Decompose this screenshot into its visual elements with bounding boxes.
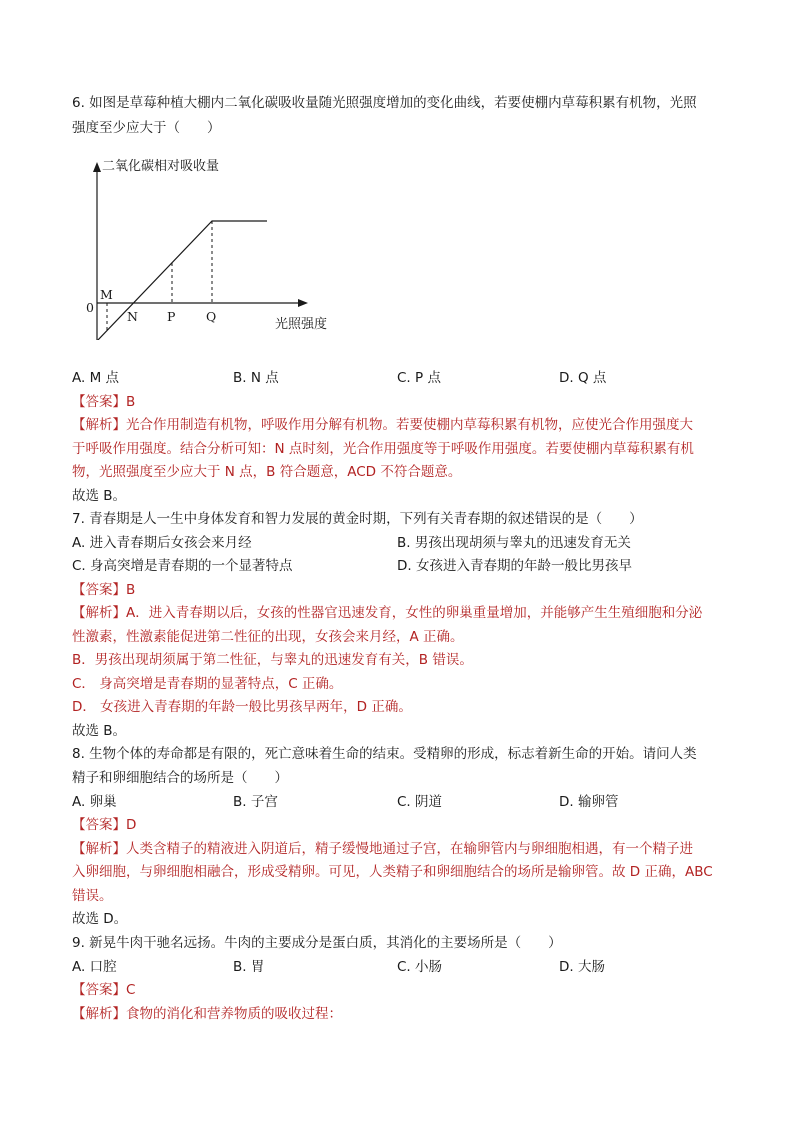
point-p-label: P xyxy=(167,309,176,324)
q6-analysis-line2: 于呼吸作用强度。结合分析可知：N 点时刻，光合作用强度等于呼吸作用强度。若要使棚内草莓积累有机 xyxy=(72,441,694,457)
q7-answer: 【答案】B xyxy=(72,582,136,598)
q9-option-d: D. 大肠 xyxy=(559,959,605,975)
q6-analysis-line1: 【解析】光合作用制造有机物，呼吸作用分解有机物。若要使棚内草莓积累有机物，应使光合作用强度大 xyxy=(72,417,693,433)
q6-graph xyxy=(80,150,380,340)
q7-stem: 7. 青春期是人一生中身体发育和智力发展的黄金时期，下列有关青春期的叙述错误的是（ ） xyxy=(72,511,643,527)
q6-option-b: B. N 点 xyxy=(233,370,279,386)
x-axis-label: 光照强度 xyxy=(275,317,328,332)
q8-analysis-line2: 入卵细胞，与卵细胞相融合，形成受精卵。可见，人类精子和卵细胞结合的场所是输卵管。故 D 正确，ABC xyxy=(72,864,713,880)
q7-analysis-line4: C． 身高突增是青春期的显著特点，C 正确。 xyxy=(72,676,343,692)
q8-stem-line2: 精子和卵细胞结合的场所是（ ） xyxy=(72,770,288,786)
q6-choose: 故选 B。 xyxy=(72,488,127,504)
q6-option-c: C. P 点 xyxy=(397,370,441,386)
q8-stem-line1: 8. 生物个体的寿命都是有限的，死亡意味着生命的结束。受精卵的形成，标志着新生命的开始。请问人类 xyxy=(72,746,697,762)
point-n-label: N xyxy=(127,309,138,324)
q8-analysis-line3: 错误。 xyxy=(72,888,113,904)
q7-analysis-line5: D． 女孩进入青春期的年龄一般比男孩早两年，D 正确。 xyxy=(72,699,412,715)
q8-option-d: D. 输卵管 xyxy=(559,794,619,810)
q7-option-d: D. 女孩进入青春期的年龄一般比男孩早 xyxy=(397,558,632,574)
q8-option-c: C. 阴道 xyxy=(397,794,443,810)
q8-choose: 故选 D。 xyxy=(72,911,128,927)
q7-option-a: A. 进入青春期后女孩会来月经 xyxy=(72,535,252,551)
q6-analysis-line3: 物，光照强度至少应大于 N 点，B 符合题意，ACD 不符合题意。 xyxy=(72,464,462,480)
q9-stem: 9. 新晃牛肉干驰名远扬。牛肉的主要成分是蛋白质，其消化的主要场所是（ ） xyxy=(72,935,562,951)
q8-answer: 【答案】D xyxy=(72,817,137,833)
q6-option-d: D. Q 点 xyxy=(559,370,607,386)
q6-option-a: A. M 点 xyxy=(72,370,120,386)
q7-analysis-line3: B．男孩出现胡须属于第二性征，与睾丸的迅速发育有关，B 错误。 xyxy=(72,652,473,668)
q7-choose: 故选 B。 xyxy=(72,723,127,739)
q9-answer: 【答案】C xyxy=(72,982,136,998)
q8-option-b: B. 子宫 xyxy=(233,794,278,810)
q6-stem-line1: 6. 如图是草莓种植大棚内二氧化碳吸收量随光照强度增加的变化曲线，若要使棚内草莓积累有机物，光照 xyxy=(72,95,697,111)
y-axis-arrow xyxy=(93,162,101,172)
q9-option-c: C. 小肠 xyxy=(397,959,443,975)
q6-stem-line2: 强度至少应大于（ ） xyxy=(72,120,221,136)
q7-analysis-line2: 性激素，性激素能促进第二性征的出现，女孩会来月经，A 正确。 xyxy=(72,629,464,645)
q7-option-c: C. 身高突增是青春期的一个显著特点 xyxy=(72,558,293,574)
q7-option-b: B. 男孩出现胡须与睾丸的迅速发育无关 xyxy=(397,535,631,551)
point-q-label: Q xyxy=(206,309,217,324)
y-axis-label: 二氧化碳相对吸收量 xyxy=(102,159,220,174)
q8-option-a: A. 卵巢 xyxy=(72,794,117,810)
q8-analysis-line1: 【解析】人类含精子的精液进入阴道后，精子缓慢地通过子宫，在输卵管内与卵细胞相遇，有一个精子进 xyxy=(72,841,693,857)
q9-option-b: B. 胃 xyxy=(233,959,265,975)
co2-curve xyxy=(97,221,267,340)
x-axis-arrow xyxy=(298,299,308,307)
point-m-label: M xyxy=(100,287,113,302)
q9-option-a: A. 口腔 xyxy=(72,959,117,975)
q9-analysis-line1: 【解析】食物的消化和营养物质的吸收过程： xyxy=(72,1006,342,1022)
origin-label: 0 xyxy=(86,300,94,315)
q6-answer: 【答案】B xyxy=(72,394,136,410)
q7-analysis-line1: 【解析】A．进入青春期以后，女孩的性器官迅速发育，女性的卵巢重量增加，并能够产生生殖细胞和分泌 xyxy=(72,605,703,621)
